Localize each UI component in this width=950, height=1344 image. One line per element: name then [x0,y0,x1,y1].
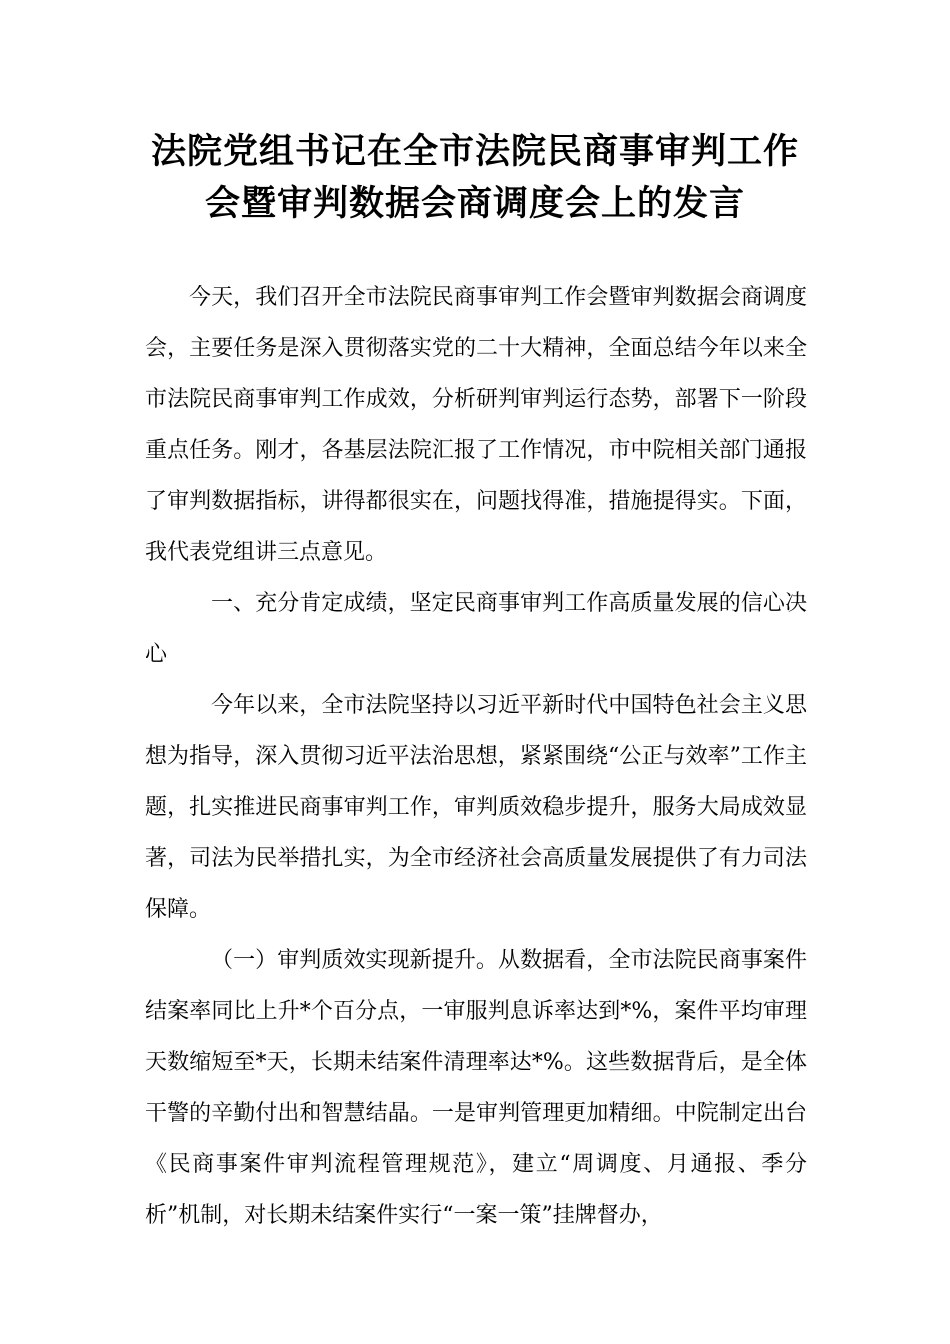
section-heading-1: 一、充分肯定成绩，坚定民商事审判工作高质量发展的信心决心 [145,591,807,667]
document-title-line-1: 法院党组书记在全市法院民商事审判工作 [150,132,799,172]
paragraph-opening: 今天，我们召开全市法院民商事审判工作会暨审判数据会商调度会，主要任务是深入贯彻落实党的二十大精神，全面总结今年以来全市法院民商事审判工作成效，分析研判审判运行态势，部署下一阶段重点任务。刚才，各基层法院汇报了工作情况，市中院相关部门通报了审判数据指标，讲得都很实在，问题找得准，措施提得实。下面，我代表党组讲三点意见。 [145,285,807,565]
paragraph-subsection-1: （一）审判质效实现新提升。从数据看，全市法院民商事案件结案率同比上升*个百分点，一审服判息诉率达到*%，案件平均审理天数缩短至*天，长期未结案件清理率达*%。这些数据背后，是全体干警的辛勤付出和智慧结晶。一是审判管理更加精细。中院制定出台《民商事案件审判流程管理规范》，建立“周调度、月通报、季分析”机制，对长期未结案件实行“一案一策”挂牌督办， [145,948,807,1228]
document-body [145,272,807,1241]
paragraph-section-1-intro: 今年以来，全市法院坚持以习近平新时代中国特色社会主义思想为指导，深入贯彻习近平法治思想，紧紧围绕“公正与效率”工作主题，扎实推进民商事审判工作，审判质效稳步提升，服务大局成效显著，司法为民举措扎实，为全市经济社会高质量发展提供了有力司法保障。 [145,693,807,922]
document-title-line-2: 会暨审判数据会商调度会上的发言 [204,184,745,224]
